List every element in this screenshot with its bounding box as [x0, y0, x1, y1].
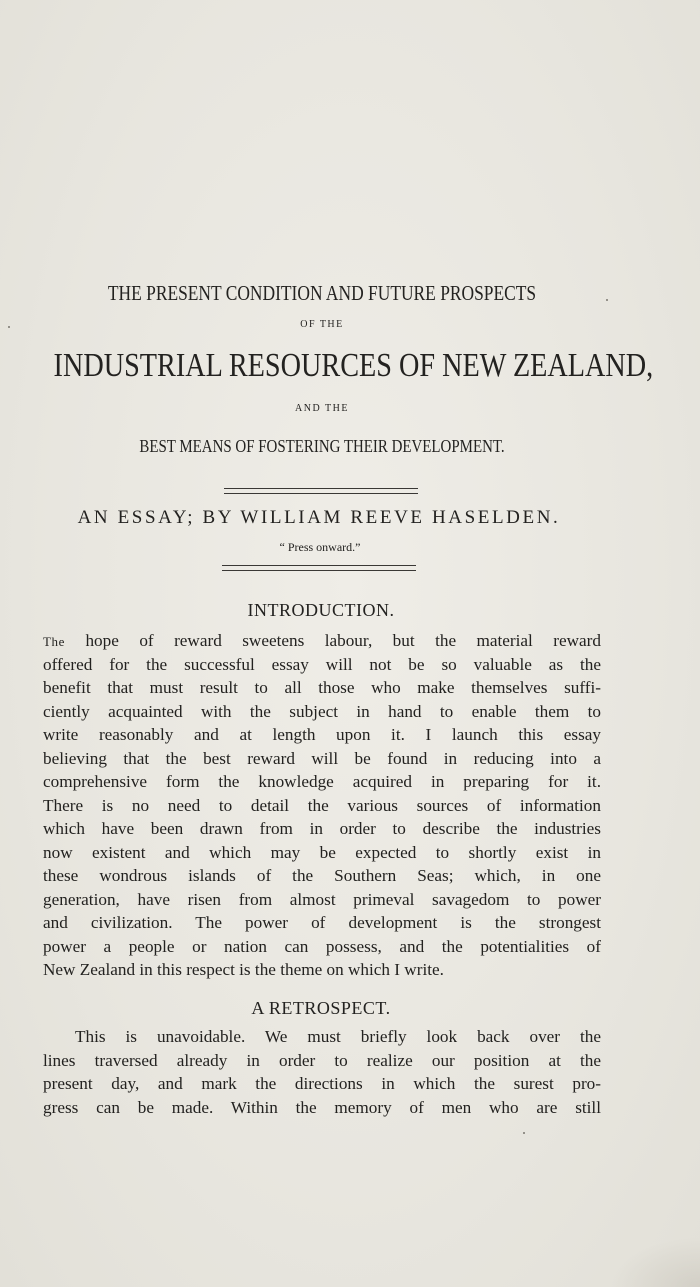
- bleed-through-text: [382, 132, 682, 302]
- paragraph-line: There is no need to detail the various sources of information: [43, 795, 601, 815]
- section-heading-introduction: INTRODUCTION.: [247, 600, 395, 620]
- title-line-1: THE PRESENT CONDITION AND FUTURE PROSPECTS: [107, 281, 537, 305]
- author-byline: AN ESSAY; BY WILLIAM REEVE HASELDEN.: [77, 507, 561, 528]
- paragraph-line: present day, and mark the directions in which the surest pro-: [43, 1074, 601, 1093]
- introduction-paragraph: [43, 629, 601, 982]
- paragraph-line: and civilization. The power of development is the strongest: [43, 913, 601, 932]
- title-line-2: INDUSTRIAL RESOURCES OF NEW ZEALAND,: [53, 347, 654, 384]
- paragraph-line: believing that the best reward will be found in reducing into a: [43, 748, 601, 768]
- paper-speck: [606, 299, 608, 301]
- paper-speck: [523, 1132, 525, 1134]
- paragraph-line: offered for the successful essay will not be so valuable as the: [43, 654, 601, 674]
- paragraph-line: which have been drawn from in order to describe the industries: [43, 819, 601, 838]
- double-rule-top: [224, 488, 418, 494]
- paragraph-line: New Zealand in this respect is the theme on which I write.: [43, 960, 444, 979]
- paper-stain: [610, 1237, 700, 1287]
- title-line-3: BEST MEANS OF FOSTERING THEIR DEVELOPMENT.: [139, 436, 505, 456]
- paragraph-line: ciently acquainted with the subject in hand to enable them to: [43, 701, 601, 721]
- paragraph-line: comprehensive form the knowledge acquired in preparing for it.: [43, 772, 601, 791]
- title-connector-of-the: OF THE: [300, 319, 344, 330]
- double-rule-bottom: [222, 565, 416, 571]
- paragraph-line: gress can be made. Within the memory of men who are still: [43, 1097, 601, 1117]
- retrospect-paragraph: [43, 1025, 601, 1119]
- paragraph-line: benefit that must result to all those who make themselves suffi-: [43, 678, 601, 697]
- paragraph-line: write reasonably and at length upon it. I launch this essay: [43, 725, 601, 744]
- paragraph-line: now existent and which may be expected to shortly exist in: [43, 842, 601, 862]
- paper-speck: [8, 326, 10, 328]
- drop-word: The: [43, 634, 66, 649]
- section-heading-retrospect: A RETROSPECT.: [251, 998, 391, 1018]
- paragraph-line: lines traversed already in order to realize our position at the: [43, 1050, 601, 1070]
- paragraph-line: power a people or nation can possess, and the potentialities of: [43, 936, 601, 956]
- paragraph-line: This is unavoidable. We must briefly look back over the: [75, 1027, 601, 1046]
- title-connector-and-the: AND THE: [295, 403, 349, 414]
- paragraph-line: The hope of reward sweetens labour, but the material reward: [43, 631, 601, 650]
- paragraph-line: these wondrous islands of the Southern Seas; which, in one: [43, 866, 601, 885]
- paragraph-line: generation, have risen from almost primeval savagedom to power: [43, 889, 601, 909]
- motto: “ Press onward.”: [279, 540, 361, 554]
